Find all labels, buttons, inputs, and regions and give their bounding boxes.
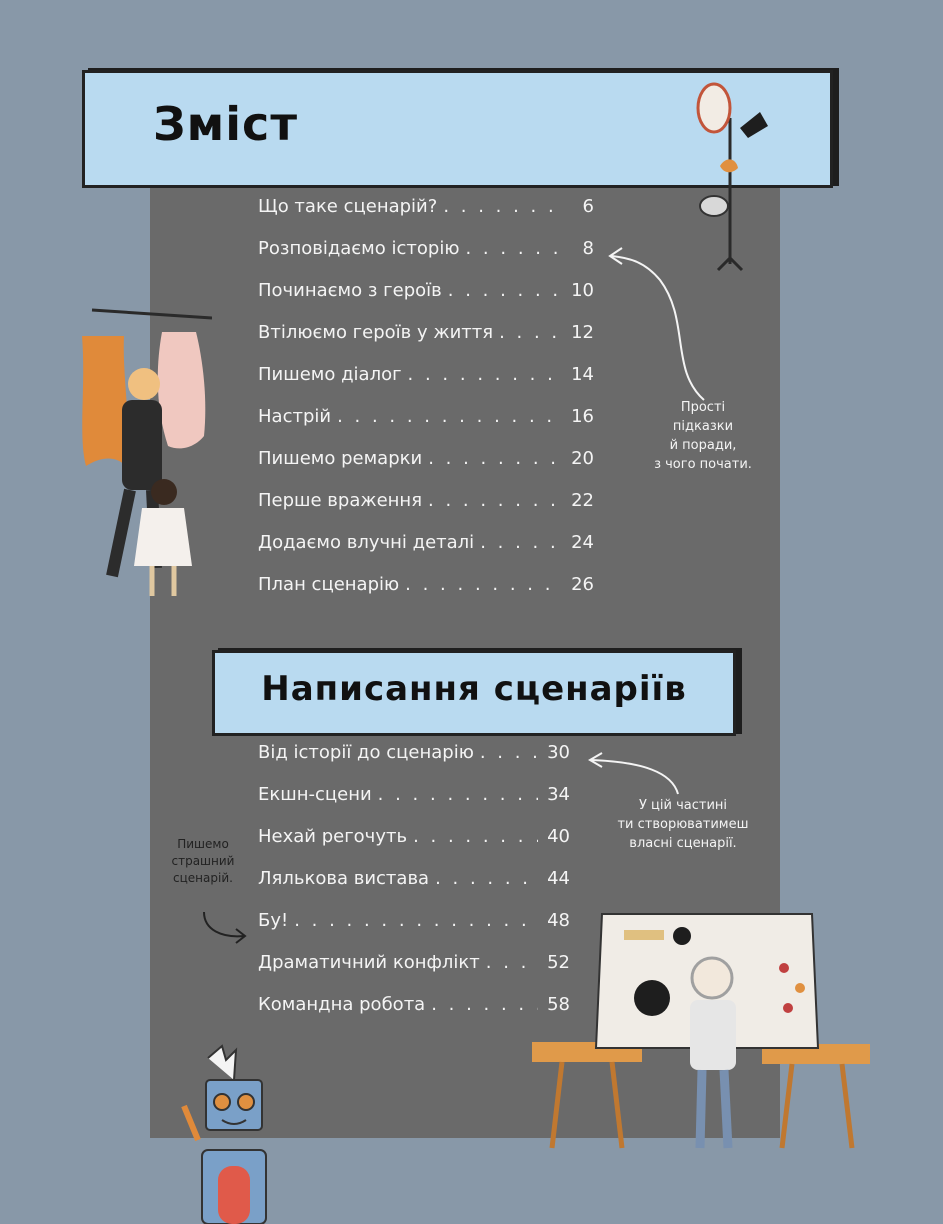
toc-item-page: 52 xyxy=(547,952,570,973)
note-line: й поради, xyxy=(669,438,737,453)
leader-dots xyxy=(408,364,562,385)
puppet-theater-illustration xyxy=(532,908,872,1164)
note-line: Пишемо xyxy=(177,837,229,851)
leader-dots xyxy=(337,406,562,427)
toc-item[interactable] xyxy=(258,490,594,532)
leader-dots xyxy=(294,910,538,931)
leader-dots xyxy=(428,448,562,469)
toc-item-title: Настрій xyxy=(258,406,332,427)
leader-dots xyxy=(435,868,538,889)
leader-dots xyxy=(465,238,562,259)
toc-item-title: Бу! xyxy=(258,910,289,931)
toc-item[interactable] xyxy=(258,532,594,574)
toc-item-page: 20 xyxy=(571,448,594,469)
toc-item[interactable] xyxy=(258,196,594,238)
leader-dots xyxy=(486,952,538,973)
toc-item[interactable] xyxy=(258,994,570,1036)
leader-dots xyxy=(480,742,538,763)
toc-item-title: Пишемо ремарки xyxy=(258,448,423,469)
toc-part1 xyxy=(258,196,598,616)
robot-illustration xyxy=(178,1040,288,1224)
toc-item[interactable] xyxy=(258,868,570,910)
toc-item[interactable] xyxy=(258,910,570,952)
toc-item[interactable] xyxy=(258,952,570,994)
leader-dots xyxy=(480,532,562,553)
note-line: страшний xyxy=(171,854,235,868)
toc-item[interactable] xyxy=(258,280,594,322)
section-title: Написання сценаріїв xyxy=(261,669,687,709)
toc-item-page: 12 xyxy=(571,322,594,343)
note-line: власні сценарії. xyxy=(629,836,737,851)
toc-item-title: Розповідаємо історію xyxy=(258,238,460,259)
toc-item[interactable] xyxy=(258,574,594,616)
scripts-note xyxy=(598,796,768,853)
scary-note xyxy=(160,836,246,887)
toc-item[interactable] xyxy=(258,238,594,280)
toc-item-title: Додаємо влучні деталі xyxy=(258,532,475,553)
toc-item-page: 14 xyxy=(571,364,594,385)
toc-item-title: Від історії до сценарію xyxy=(258,742,474,763)
toc-item-page: 30 xyxy=(547,742,570,763)
toc-item[interactable] xyxy=(258,364,594,406)
page-title: Зміст xyxy=(153,97,298,151)
leader-dots xyxy=(448,280,562,301)
note-line: з чого почати. xyxy=(654,457,752,472)
section-header xyxy=(212,650,736,736)
toc-item-title: Перше враження xyxy=(258,490,423,511)
leader-dots xyxy=(499,322,562,343)
toc-item[interactable] xyxy=(258,826,570,868)
leader-dots xyxy=(405,574,562,595)
arrow-icon xyxy=(198,908,254,948)
toc-item-page: 44 xyxy=(547,868,570,889)
toc-item[interactable] xyxy=(258,742,570,784)
wardrobe-illustration xyxy=(72,296,212,606)
toc-item-title: Починаємо з героїв xyxy=(258,280,442,301)
note-line: ти створюватимеш xyxy=(617,817,749,832)
arrow-icon xyxy=(582,748,692,798)
toc-item-title: Втілюємо героїв у життя xyxy=(258,322,494,343)
toc-item-page: 58 xyxy=(547,994,570,1015)
toc-item[interactable] xyxy=(258,448,594,490)
leader-dots xyxy=(443,196,562,217)
toc-item-title: Екшн-сцени xyxy=(258,784,372,805)
toc-item-title: Драматичний конфлікт xyxy=(258,952,480,973)
toc-item-page: 22 xyxy=(571,490,594,511)
leader-dots xyxy=(428,490,562,511)
toc-item-page: 16 xyxy=(571,406,594,427)
note-line: підказки xyxy=(672,419,734,434)
leader-dots xyxy=(413,826,538,847)
note-line: Прості xyxy=(680,400,726,415)
toc-item[interactable] xyxy=(258,784,570,826)
toc-item-page: 24 xyxy=(571,532,594,553)
toc-item-title: План сценарію xyxy=(258,574,400,595)
note-line: У цій частині xyxy=(638,798,728,813)
toc-item-title: Що таке сценарій? xyxy=(258,196,438,217)
toc-item-title: Лялькова вистава xyxy=(258,868,430,889)
coat-rack-illustration xyxy=(690,78,780,278)
toc-item-page: 34 xyxy=(547,784,570,805)
note-line: сценарій. xyxy=(173,871,233,885)
toc-item-title: Нехай регочуть xyxy=(258,826,408,847)
toc-item-page: 26 xyxy=(571,574,594,595)
leader-dots xyxy=(378,784,538,805)
toc-item[interactable] xyxy=(258,406,594,448)
toc-item-page: 8 xyxy=(582,238,594,259)
toc-item-page: 40 xyxy=(547,826,570,847)
toc-item[interactable] xyxy=(258,322,594,364)
toc-item-page: 10 xyxy=(571,280,594,301)
toc-item-page: 48 xyxy=(547,910,570,931)
leader-dots xyxy=(431,994,538,1015)
toc-item-title: Командна робота xyxy=(258,994,426,1015)
toc-item-title: Пишемо діалог xyxy=(258,364,402,385)
toc-item-page: 6 xyxy=(582,196,594,217)
